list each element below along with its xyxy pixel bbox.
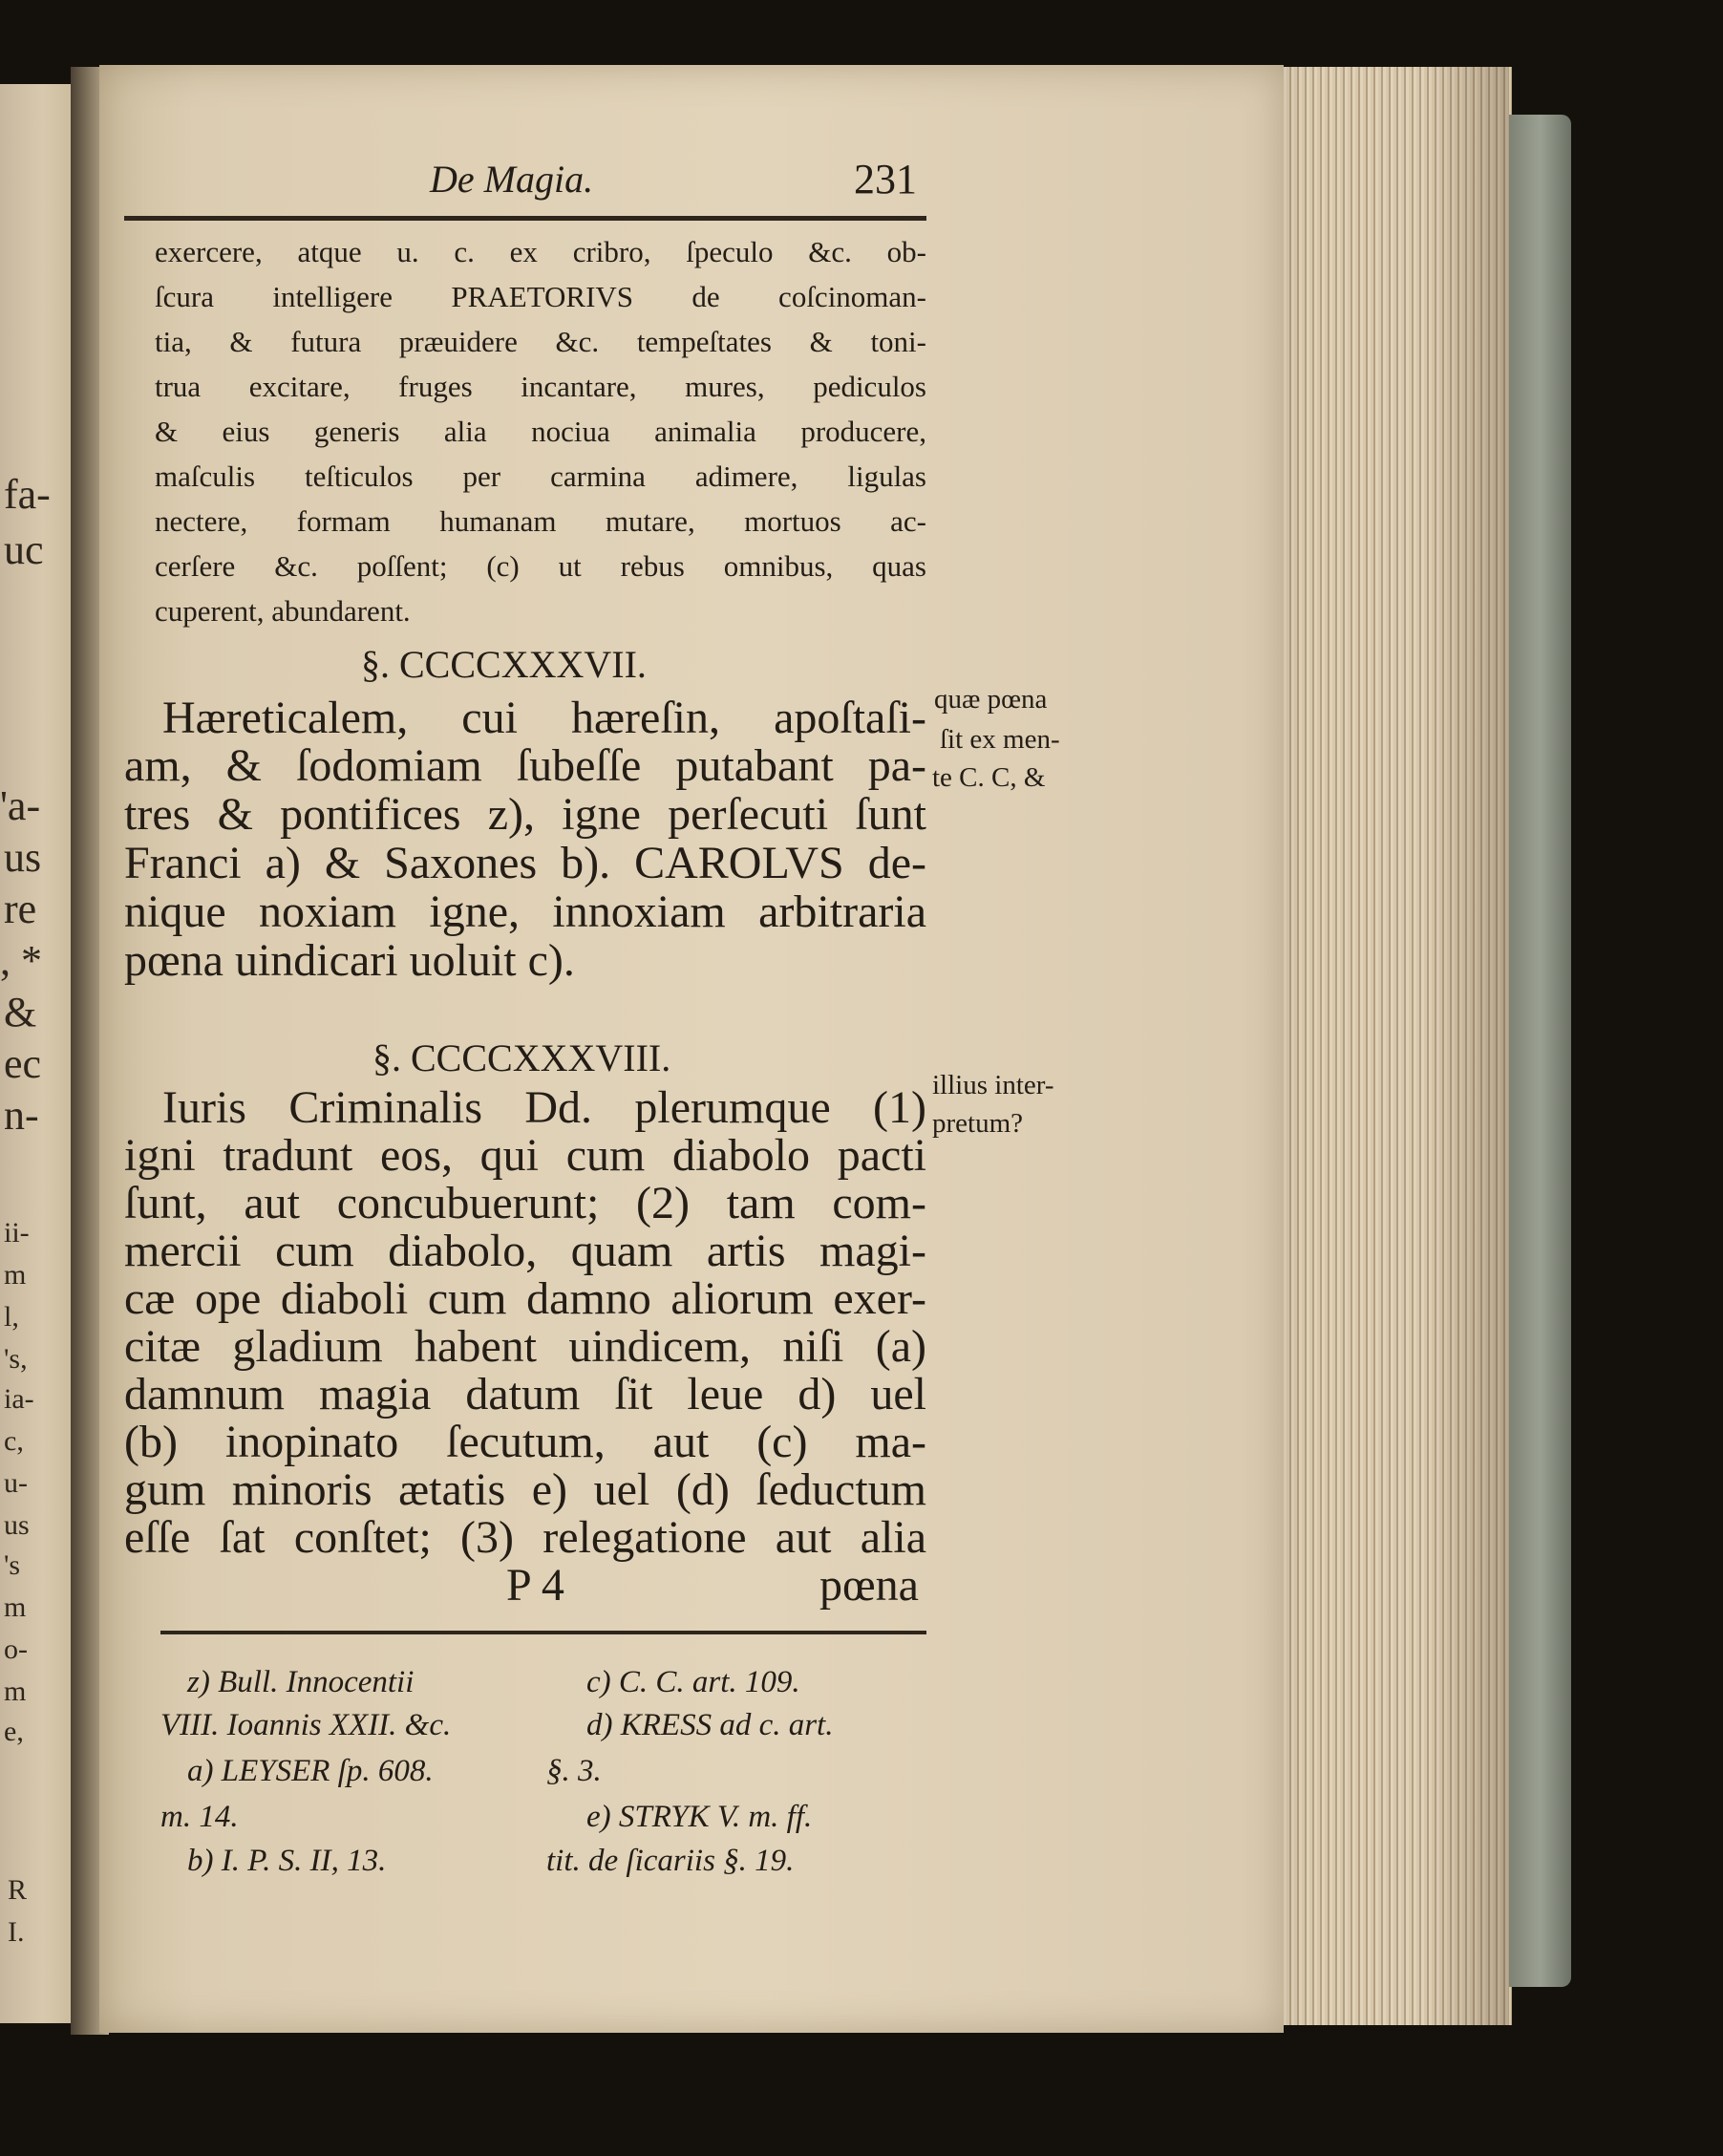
note-line: maſculis teſticulos per carmina adimere, ligulas	[155, 459, 926, 493]
marginal-note: ſit ex men-	[940, 724, 1060, 755]
note-line: trua excitare, fruges incantare, mures, pediculos	[155, 370, 926, 403]
left-fragment: us	[4, 1509, 30, 1541]
body-line: citæ gladium habent uindicem, niſi (a)	[124, 1321, 926, 1372]
previous-page-edge	[0, 84, 73, 2023]
body-line: mercii cum diabolo, quam artis magi-	[124, 1226, 926, 1276]
body-line: (b) inopinato ſecutum, aut (c) ma-	[124, 1417, 926, 1467]
marginal-note: te C. C, &	[932, 762, 1046, 793]
footnote-line: b) I. P. S. II, 13.	[187, 1844, 387, 1878]
body-line: ſunt, aut concubuerunt; (2) tam com-	[124, 1178, 926, 1228]
body-line: Hæreticalem, cui hæreſin, apoſtaſi-	[162, 693, 926, 743]
body-line: pœna uindicari uoluit c).	[124, 935, 575, 986]
left-fragment: m	[4, 1591, 27, 1623]
body-line: damnum magia datum ſit leue d) uel	[124, 1369, 926, 1420]
footnote-line: c) C. C. art. 109.	[586, 1665, 800, 1699]
left-fragment: &	[4, 989, 37, 1035]
marginal-note: illius inter-	[932, 1070, 1054, 1100]
note-line: nectere, formam humanam mutare, mortuos ac-	[155, 504, 926, 538]
footnote-line: m. 14.	[160, 1800, 239, 1834]
left-fragment: fa-	[4, 471, 51, 518]
note-line: cuperent, abundarent.	[155, 594, 411, 628]
note-line: tia, & futura præuidere &c. tempeſtates & toni-	[155, 325, 926, 358]
left-fragment: e,	[4, 1716, 24, 1747]
left-fragment: o-	[4, 1633, 28, 1665]
header-rule	[124, 216, 926, 221]
running-title: De Magia.	[430, 158, 594, 201]
body-line: eſſe ſat conſtet; (3) relegatione aut alia	[124, 1512, 926, 1563]
footnote-line: z) Bull. Innocentii	[187, 1665, 415, 1699]
body-line: am, & ſodomiam ſubeſſe putabant pa-	[124, 740, 926, 791]
book-cover-edge	[1509, 115, 1571, 1987]
left-fragment: 's,	[4, 1343, 28, 1375]
left-fragment: R	[8, 1874, 28, 1906]
left-fragment: l,	[4, 1301, 19, 1333]
footnote-line: a) LEYSER ſp. 608.	[187, 1754, 434, 1788]
body-line: gum minoris ætatis e) uel (d) ſeductum	[124, 1464, 926, 1515]
left-fragment: , *	[0, 937, 42, 984]
section-heading: §. CCCCXXXVIII.	[372, 1036, 671, 1079]
left-fragment: us	[4, 834, 42, 881]
section-heading: §. CCCCXXXVII.	[361, 643, 647, 686]
left-fragment: uc	[4, 526, 44, 573]
note-line: ſcura intelligere PRAETORIVS de coſcinoman-	[155, 280, 926, 313]
marginal-note: quæ pœna	[934, 684, 1048, 715]
left-fragment: m	[4, 1676, 27, 1707]
left-fragment: u-	[4, 1467, 28, 1499]
left-fragment: ii-	[4, 1217, 30, 1249]
footnote-line: tit. de ſicariis §. 19.	[546, 1844, 795, 1878]
note-line: & eius generis alia nociua animalia producere,	[155, 415, 926, 448]
signature-mark: P 4	[506, 1560, 564, 1611]
footnote-line: d) KRESS ad c. art.	[586, 1708, 834, 1742]
note-line: cerſere &c. poſſent; (c) ut rebus omnibus, quas	[155, 549, 926, 583]
left-fragment: ia-	[4, 1383, 34, 1415]
body-line: nique noxiam igne, innoxiam arbitraria	[124, 886, 926, 937]
body-line: cæ ope diaboli cum damno aliorum exer-	[124, 1273, 926, 1324]
body-line: tres & pontifices z), igne perſecuti ſunt	[124, 789, 926, 840]
footnote-line: e) STRYK V. m. ff.	[586, 1800, 813, 1834]
left-fragment: c,	[4, 1425, 24, 1457]
marginal-note: pretum?	[932, 1108, 1024, 1139]
left-fragment: ec	[4, 1040, 42, 1087]
left-fragment: m	[4, 1259, 27, 1291]
body-line: Franci a) & Saxones b). CAROLVS de-	[124, 838, 926, 888]
note-line: exercere, atque u. c. ex cribro, ſpeculo &c. ob-	[155, 235, 926, 268]
body-line: Iuris Criminalis Dd. plerumque (1)	[162, 1082, 926, 1133]
page-number: 231	[854, 156, 917, 203]
left-fragment: n-	[4, 1092, 39, 1139]
body-line: igni tradunt eos, qui cum diabolo pacti	[124, 1130, 926, 1181]
left-fragment: 'a-	[0, 782, 41, 829]
footnote-line: VIII. Ioannis XXII. &c.	[160, 1708, 452, 1742]
left-fragment: re	[4, 886, 37, 932]
footnote-line: §. 3.	[546, 1754, 602, 1788]
catchword: pœna	[819, 1560, 919, 1611]
left-fragment: 's	[4, 1549, 21, 1581]
footnote-rule	[160, 1631, 926, 1634]
left-fragment: I.	[8, 1916, 25, 1948]
